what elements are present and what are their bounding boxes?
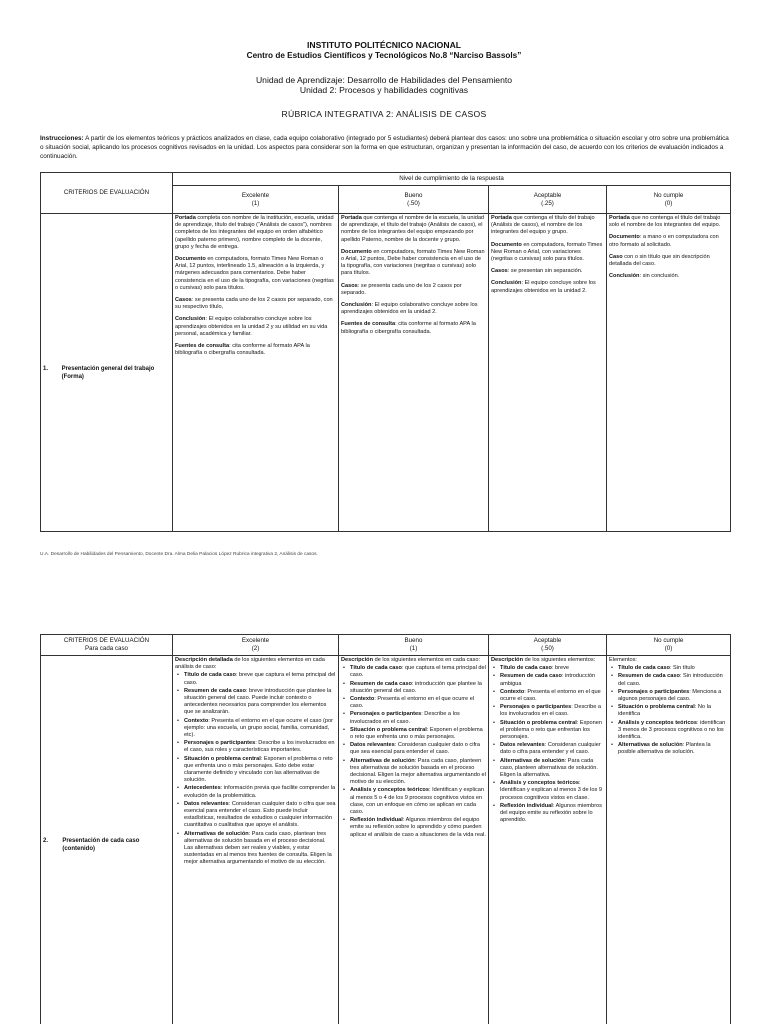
item-term: Análisis y conceptos teóricos bbox=[500, 780, 579, 787]
list-item bbox=[341, 787, 486, 816]
item-term: Contexto bbox=[500, 688, 525, 695]
cell-aceptable-2 bbox=[489, 656, 607, 1024]
item-term: Conclusión bbox=[491, 280, 522, 287]
list-item bbox=[341, 681, 486, 695]
level-bueno-2: Bueno (1) bbox=[339, 635, 489, 656]
paragraph bbox=[341, 215, 486, 244]
item-text: : se presenta cada uno de los 2 casos por separado, con su respectivo título, bbox=[175, 297, 333, 311]
list-item bbox=[491, 720, 604, 742]
list-item bbox=[175, 740, 336, 754]
level-no-cumple-2: No cumple (0) bbox=[607, 635, 731, 656]
criteria-list bbox=[609, 665, 728, 756]
list-item bbox=[609, 673, 728, 687]
item-text: : introducción ambigua bbox=[500, 673, 596, 687]
list-item bbox=[341, 817, 486, 839]
item-term: Datos relevantes bbox=[350, 742, 395, 749]
list-item bbox=[175, 785, 336, 799]
list-item bbox=[491, 665, 604, 672]
item-text: en computadora, formato Times New Roman o Arial, 12 puntos, interlineado 1.5, alineación a la izquierda, y márgenes adecuados para comentarios. Debe haber consistencia en el uso de la tipografía, con variaciones (negritas o cursivas) solo para títulos. bbox=[175, 256, 334, 291]
item-text: : breve introducción que plantee la situación general del caso. Puede incluir contexto o antecedentes necesarios para comprender los elementos que se analizarán. bbox=[184, 687, 332, 716]
item-term: Título de cada caso bbox=[350, 665, 402, 672]
level-header: Nivel de cumplimiento de la respuesta bbox=[173, 173, 731, 186]
item-term: Personajes o participantes bbox=[184, 740, 256, 747]
item-term: Personajes o participantes bbox=[618, 688, 690, 695]
unit-title: Unidad 2: Procesos y habilidades cognitivas bbox=[299, 85, 469, 95]
list-item bbox=[341, 727, 486, 741]
item-text: : que captura el tema principal del caso. bbox=[350, 665, 486, 679]
criteria-list bbox=[341, 665, 486, 839]
item-text: : Consideran cualquier dato o cifra para entender y el caso. bbox=[500, 742, 601, 756]
item-term: Situación o problema central bbox=[184, 755, 261, 762]
paragraph bbox=[341, 302, 486, 316]
item-term: Situación o problema central bbox=[500, 719, 577, 726]
item-text: : Presenta el entorno en el que ocurre el caso. bbox=[500, 688, 601, 703]
criteria-list bbox=[175, 672, 336, 866]
level-aceptable: Aceptable (.25) bbox=[489, 186, 607, 214]
item-term: Alternativas de solución bbox=[184, 830, 249, 837]
learning-unit: Unidad de Aprendizaje: Desarrollo de Habilidades del Pensamiento bbox=[255, 75, 513, 85]
cell-no-cumple bbox=[607, 214, 731, 532]
level-no-cumple: No cumple (0) bbox=[607, 186, 731, 214]
paragraph bbox=[609, 273, 728, 280]
paragraph bbox=[175, 256, 336, 292]
instructions-label: Instrucciones: bbox=[40, 135, 84, 142]
instructions bbox=[40, 134, 730, 161]
item-text: : El equipo colaborativo concluye sobre los aprendizajes obtenidos en la unidad 2. bbox=[341, 302, 478, 316]
list-item bbox=[341, 711, 486, 725]
item-text: : Sin título bbox=[669, 665, 695, 672]
document-header bbox=[0, 40, 768, 119]
item-text: : cita conforme al formato APA la bibliografía o cibergrafía consultada. bbox=[341, 321, 476, 335]
institution-name: INSTITUTO POLITÉCNICO NACIONAL bbox=[306, 40, 462, 50]
item-text: con o sin título que sin descripción detallada del caso. bbox=[609, 253, 710, 268]
paragraph bbox=[341, 249, 486, 278]
cell-intro bbox=[491, 657, 604, 664]
item-term: Resumen de cada caso bbox=[618, 673, 680, 680]
intro-term: Descripción detallada bbox=[175, 657, 233, 663]
criteria-list bbox=[491, 665, 604, 824]
criterion-label-2: Presentación de cada caso (contenido) bbox=[62, 837, 140, 852]
item-text: : Presenta el entorno en el que ocurre el caso. bbox=[350, 696, 475, 710]
item-text: : Sin introducción del caso. bbox=[618, 673, 723, 687]
list-item bbox=[341, 665, 486, 679]
rubric-table-form bbox=[40, 172, 731, 532]
item-text: : Identifican y explican al menos 3 de los 9 procesos cognitivos vistos en clase. bbox=[500, 780, 602, 801]
item-term: Documento bbox=[609, 234, 640, 241]
item-text: : Presenta el entorno en el que ocurre el caso (por ejemplo: una escuela, un grupo social, familia, comunidad, etc). bbox=[184, 717, 333, 739]
item-text: : Describe a los involucrados en el caso. bbox=[500, 704, 602, 718]
paragraph bbox=[175, 316, 336, 338]
item-term: Resumen de cada caso bbox=[500, 673, 562, 680]
item-term: Casos bbox=[341, 282, 358, 289]
item-text: : Para cada caso, plantean tres alternativas de solución basada en el proceso decisional. Las alternativas deben ser reales y viables, y estar sustentadas en al menos tres fuentes de consulta. Eligen la mejor alternativa argumentando el motivo de su elección. bbox=[184, 830, 332, 866]
list-item bbox=[175, 756, 336, 785]
item-term: Alternativas de solución bbox=[500, 757, 565, 764]
intro-text: de los siguientes elementos en cada análisis de caso: bbox=[175, 657, 325, 671]
item-term: Reflexión individual bbox=[350, 817, 403, 824]
cell-bueno bbox=[339, 214, 489, 532]
item-text: : sin conclusión. bbox=[639, 273, 680, 280]
item-text: : No la identifica bbox=[618, 704, 711, 718]
list-item bbox=[341, 758, 486, 787]
item-text: : Describe a los involucrados en el caso, sus roles y características importantes. bbox=[184, 740, 335, 754]
list-item bbox=[341, 742, 486, 756]
item-term: Casos bbox=[175, 297, 192, 304]
paragraph bbox=[491, 215, 604, 237]
item-term: Datos relevantes bbox=[184, 800, 229, 807]
cell-excelente-2 bbox=[173, 656, 339, 1024]
cell-intro bbox=[175, 657, 336, 671]
cell-excelente bbox=[173, 214, 339, 532]
item-text: : introducción que plantee la situación general del caso. bbox=[350, 680, 482, 694]
item-term: Datos relevantes bbox=[500, 742, 545, 749]
criterion-label: Presentación general del trabajo (Forma) bbox=[61, 365, 155, 380]
list-item bbox=[609, 689, 728, 703]
center-name: Centro de Estudios Científicos y Tecnológicos No.8 “Narciso Bassols” bbox=[246, 51, 522, 60]
item-text: que no contenga el título del trabajo solo el nombre de los integrantes del equipo. bbox=[609, 215, 721, 229]
item-text: : Exponen el problema o reto que enfrentan los personajes. bbox=[500, 719, 602, 741]
item-term: Portada bbox=[491, 215, 512, 221]
item-term: Conclusión bbox=[341, 302, 372, 309]
item-term: Título de cada caso bbox=[618, 665, 670, 672]
list-item bbox=[491, 673, 604, 687]
item-term: Caso bbox=[609, 253, 623, 260]
item-text: : Para cada caso, planteen tres alternativas de solución basada en el proceso decisional. Eligen la mejor alternativa argumentando el motivo de su elección. bbox=[350, 757, 486, 786]
list-item bbox=[491, 742, 604, 756]
instructions-text: A partir de los elementos teóricos y prácticos analizados en clase, cada equipo colaborativo (integrado por 5 estudiantes) deberá plantear dos casos: uno sobre una problemática o situación escolar y otro sobre una problemática o situación social, aplicando los procesos cognitivos revisados en la unidad. Los aspectos para considerar son la forma en que estructuran, organizan y presentan la información del caso, de acuerdo con los criterios de evaluación indicados a continuación. bbox=[40, 135, 729, 160]
item-text: : Algunos miembros del equipo emite su reflexión sobre lo aprendido. bbox=[500, 802, 602, 824]
item-text: : se presentan sin separación. bbox=[507, 268, 583, 275]
item-text: : Describe a los involucrados en el caso. bbox=[350, 711, 460, 725]
list-item bbox=[609, 704, 728, 718]
list-item bbox=[175, 801, 336, 830]
item-term: Resumen de cada caso bbox=[350, 680, 412, 687]
rubric-table-content bbox=[40, 634, 731, 1024]
item-term: Conclusión bbox=[175, 316, 206, 323]
item-text: : Para cada caso, planteen alternativas de solución. Eligen la alternativa. bbox=[500, 757, 598, 779]
criterion-2 bbox=[41, 656, 173, 1024]
list-item bbox=[175, 688, 336, 717]
item-term: Fuentes de consulta bbox=[341, 321, 396, 328]
list-item bbox=[609, 720, 728, 742]
item-text: : a mano o en computadora con otro formato al solicitado. bbox=[609, 234, 719, 248]
item-term: Alternativas de solución bbox=[350, 757, 415, 764]
criteria-header-2: CRITERIOS DE EVALUACIÓN Para cada caso bbox=[41, 635, 173, 656]
cell-aceptable bbox=[489, 214, 607, 532]
item-term: Título de cada caso bbox=[184, 672, 236, 679]
item-text: : Plantea la posible alternativa de solución. bbox=[618, 742, 711, 756]
item-term: Fuentes de consulta bbox=[175, 343, 230, 350]
list-item bbox=[491, 803, 604, 825]
item-text: : Consideran cualquier dato o cifra que sea esencial para entender el caso. Esto puede incluir estadísticas, resultados de estudios o cualquier información cuantitativa o cualitativa que apoye el análisis. bbox=[184, 800, 336, 829]
item-text: : información previa que facilite comprender la evolución de la problemática. bbox=[184, 785, 336, 799]
list-item bbox=[341, 696, 486, 710]
list-item bbox=[609, 665, 728, 672]
item-text: : Exponen el problema o reto que enfrenta uno o más personajes. Esto debe estar claramente definido y vinculado con las alternativas de solución. bbox=[184, 755, 333, 784]
item-term: Reflexión individual bbox=[500, 802, 553, 809]
item-term: Análisis y conceptos teóricos bbox=[618, 719, 697, 726]
item-term: Portada bbox=[341, 215, 362, 221]
item-text: : breve bbox=[551, 665, 570, 672]
paragraph bbox=[491, 242, 604, 264]
item-text: : Consideran cualquier dato o cifra que sea esencial para entender el caso. bbox=[350, 742, 480, 756]
paragraph bbox=[609, 254, 728, 268]
list-item bbox=[491, 758, 604, 780]
list-item bbox=[175, 672, 336, 686]
paragraph bbox=[341, 283, 486, 297]
intro-text: de los siguientes elementos: bbox=[523, 657, 596, 663]
item-text: : identifican 3 menos de 3 procesos cognitivos o no los identifica. bbox=[618, 719, 726, 741]
paragraph bbox=[609, 215, 728, 229]
item-term: Situación o problema central bbox=[618, 704, 695, 711]
item-term: Contexto bbox=[350, 696, 375, 703]
item-text: completa con nombre de la institución, escuela, unidad de aprendizaje, título del trabajo (“Análisis de casos”), nombres completos de los integrantes del equipo en orden alfabético (apellido paterno primero), nombre completo de la docente, grupo y fecha de entrega. bbox=[175, 215, 334, 250]
level-excelente-2: Excelente (2) bbox=[173, 635, 339, 656]
item-term: Alternativas de solución bbox=[618, 742, 683, 749]
paragraph bbox=[491, 268, 604, 275]
item-text: : El equipo colaborativo concluye sobre los aprendizajes obtenidos en la unidad 2 y su utilidad en su vida personal, académica y familiar. bbox=[175, 316, 328, 337]
level-bueno: Bueno (.50) bbox=[339, 186, 489, 214]
paragraph bbox=[609, 234, 728, 248]
item-text: : Identifican y explican al menos 5 o 4 de los 9 procesos cognitivos vistos en clase, con un enfoque en cómo se aplican en cada caso. bbox=[350, 787, 485, 816]
item-text: : cita conforme al formato APA la bibliografía o cibergrafía consultada. bbox=[175, 343, 310, 357]
intro-term: Descripción bbox=[341, 657, 374, 663]
criteria-header: CRITERIOS DE EVALUACIÓN bbox=[41, 173, 173, 214]
paragraph bbox=[175, 343, 336, 357]
item-term: Conclusión bbox=[609, 273, 640, 280]
item-term: Documento bbox=[175, 256, 206, 263]
item-term: Antecedentes bbox=[184, 785, 221, 792]
item-text: : se presenta cada uno de los 2 casos por separado. bbox=[341, 282, 462, 296]
item-text: en computadora, formato Times New Roman o Arial, 12 puntos, Debe haber consistencia en el uso de la tipografía, con variaciones (negritas o cursivas) solo para títulos. bbox=[341, 248, 485, 277]
item-text: que contenga el título del trabajo (Análisis de casos), el nombre de los integrantes del equipo y grupo. bbox=[491, 215, 595, 236]
document-title: RÚBRICA INTEGRATIVA 2: ANÁLISIS DE CASOS bbox=[281, 109, 487, 119]
item-term: Análisis y conceptos teóricos bbox=[350, 787, 429, 794]
list-item bbox=[491, 689, 604, 703]
cell-intro bbox=[609, 657, 728, 664]
item-text: : Algunos miembros del equipo emite su reflexión sobre lo aprendido y cómo pueden aplicar el análisis de caso a situaciones de la vida real. bbox=[350, 817, 486, 838]
cell-no-cumple-2 bbox=[607, 656, 731, 1024]
intro-term: Descripción bbox=[491, 657, 524, 663]
item-term: Resumen de cada caso bbox=[184, 687, 246, 694]
list-item bbox=[491, 780, 604, 802]
item-term: Personajes o participantes bbox=[500, 704, 572, 711]
item-term: Contexto bbox=[184, 717, 209, 724]
page-footer: U.A. Desarrollo de Habilidades del Pensamiento, Docente Dra. Alma Delia Palacios López Rubrica integrativa 2, Análisis de casos. bbox=[40, 552, 318, 557]
item-term: Documento bbox=[341, 248, 372, 255]
item-term: Portada bbox=[175, 215, 196, 221]
paragraph bbox=[175, 215, 336, 251]
cell-intro bbox=[341, 657, 486, 664]
list-item bbox=[491, 704, 604, 718]
item-term: Personajes o participantes bbox=[350, 711, 422, 718]
intro-text: Elementos: bbox=[609, 657, 637, 663]
cell-bueno-2 bbox=[339, 656, 489, 1024]
item-text: en computadora, formato Times New Roman o Arial, con variaciones (negritas o cursivas) solo para títulos. bbox=[491, 241, 603, 263]
item-text: que contenga el nombre de la escuela, la unidad de aprendizaje, el título del trabajo (Análisis de casos), el nombre de los integrantes del equipo empezando por apellido Paterno, nombre de la docente y grupo. bbox=[341, 215, 485, 243]
paragraph bbox=[491, 280, 604, 294]
item-text: : breve que captura el tema principal del caso. bbox=[184, 672, 336, 686]
level-excelente: Excelente (1) bbox=[173, 186, 339, 214]
criterion-number-2: 2. bbox=[43, 837, 49, 844]
list-item bbox=[175, 718, 336, 740]
paragraph bbox=[175, 297, 336, 311]
item-text: : El equipo concluye sobre los aprendizajes obtenidos en la unidad 2. bbox=[491, 280, 596, 294]
criterion-1 bbox=[41, 214, 173, 532]
item-term: Casos bbox=[491, 268, 508, 275]
intro-text: de los siguientes elementos en cada caso: bbox=[373, 657, 481, 663]
list-item bbox=[175, 831, 336, 867]
item-term: Documento bbox=[491, 241, 522, 248]
paragraph bbox=[341, 321, 486, 335]
level-aceptable-2: Aceptable (.50) bbox=[489, 635, 607, 656]
criterion-number: 1. bbox=[43, 365, 49, 372]
item-term: Título de cada caso bbox=[500, 665, 552, 672]
item-text: : Menciona a algunos personajes del caso. bbox=[618, 688, 722, 703]
item-term: Situación o problema central bbox=[350, 726, 427, 733]
item-text: : Exponen el problema o reto que enfrenta uno o más personajes. bbox=[350, 726, 483, 741]
item-term: Portada bbox=[609, 215, 630, 221]
list-item bbox=[609, 742, 728, 756]
